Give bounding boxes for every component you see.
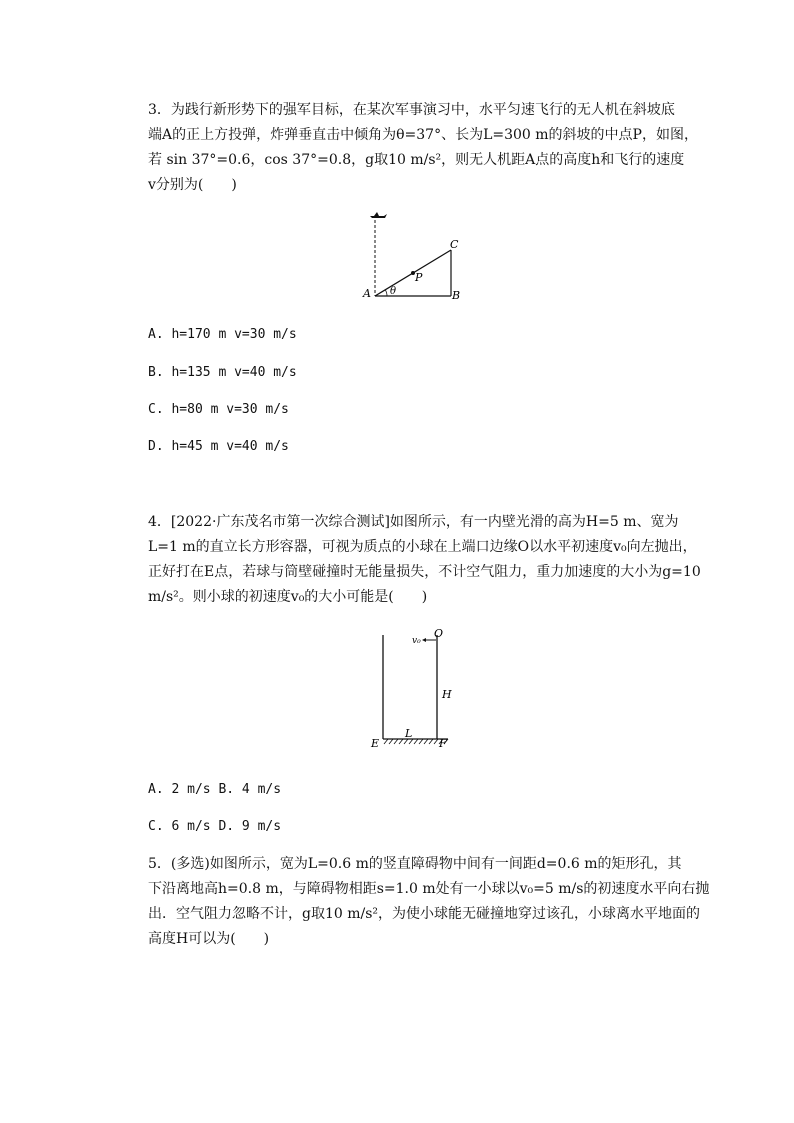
q4-line-1: 4．[2022·广东茂名市第一次综合测试]如图所示，有一内壁光滑的高为H=5 m、宽为	[148, 514, 679, 530]
q4-line-2: L=1 m的直立长方形容器，可视为质点的小球在上端口边缘O以水平初速度v₀向左抛出，	[148, 539, 697, 555]
question-3	[148, 98, 708, 198]
q4-line-3: 正好打在E点，若球与筒壁碰撞时无能量损失，不计空气阻力，重力加速度的大小为g=10	[148, 564, 701, 580]
label-b: B	[452, 289, 461, 302]
q3-option-c: C. h=80 m v=30 m/s	[148, 402, 289, 417]
label-e: E	[371, 737, 380, 750]
q4-option-ab: A. 2 m/s B. 4 m/s	[148, 782, 282, 797]
arrow-head-icon	[422, 638, 426, 642]
drone-icon	[370, 212, 387, 218]
q3-line-4: v分别为( )	[148, 177, 237, 193]
q4-option-cd: C. 6 m/s D. 9 m/s	[148, 819, 282, 834]
q3-option-a: A. h=170 m v=30 m/s	[148, 327, 297, 342]
q3-option-b: B. h=135 m v=40 m/s	[148, 365, 297, 380]
q3-option-d: D. h=45 m v=40 m/s	[148, 439, 289, 454]
label-theta: θ	[390, 286, 397, 297]
label-c: C	[450, 238, 459, 251]
label-l: L	[405, 727, 413, 740]
question-5	[148, 852, 708, 952]
q5-line-4: 高度H可以为( )	[148, 931, 270, 947]
q3-line-1: 3．为践行新形势下的强军目标，在某次军事演习中，水平匀速飞行的无人机在斜坡底	[148, 102, 675, 118]
q5-line-2: 下沿离地高h=0.8 m，与障碍物相距s=1.0 m处有一小球以v₀=5 m/s的初速度水平向右抛	[148, 881, 710, 897]
q3-line-2: 端A的正上方投弹，炸弹垂直击中倾角为θ=37°、长为L=300 m的斜坡的中点P，如图，	[148, 127, 698, 143]
q3-slope-figure	[360, 208, 470, 308]
label-o: O	[434, 627, 444, 640]
question-4	[148, 510, 708, 610]
q4-container-figure	[368, 625, 478, 750]
label-f: F	[439, 737, 447, 750]
q5-line-1: 5．(多选)如图所示，宽为L=0.6 m的竖直障碍物中间有一间距d=0.6 m的矩形孔，其	[148, 856, 682, 872]
q5-line-3: 出．空气阻力忽略不计，g取10 m/s²，为使小球能无碰撞地穿过该孔，小球离水平地面的	[148, 906, 701, 922]
label-h: H	[442, 688, 452, 701]
label-p: P	[415, 271, 423, 284]
q4-line-4: m/s²。则小球的初速度v₀的大小可能是( )	[148, 589, 428, 605]
label-v0: v₀	[412, 636, 421, 646]
angle-arc	[385, 290, 387, 296]
q3-line-3: 若 sin 37°=0.6，cos 37°=0.8，g取10 m/s²，则无人机距A点的高度h和飞行的速度	[148, 152, 685, 168]
label-a: A	[363, 287, 371, 300]
